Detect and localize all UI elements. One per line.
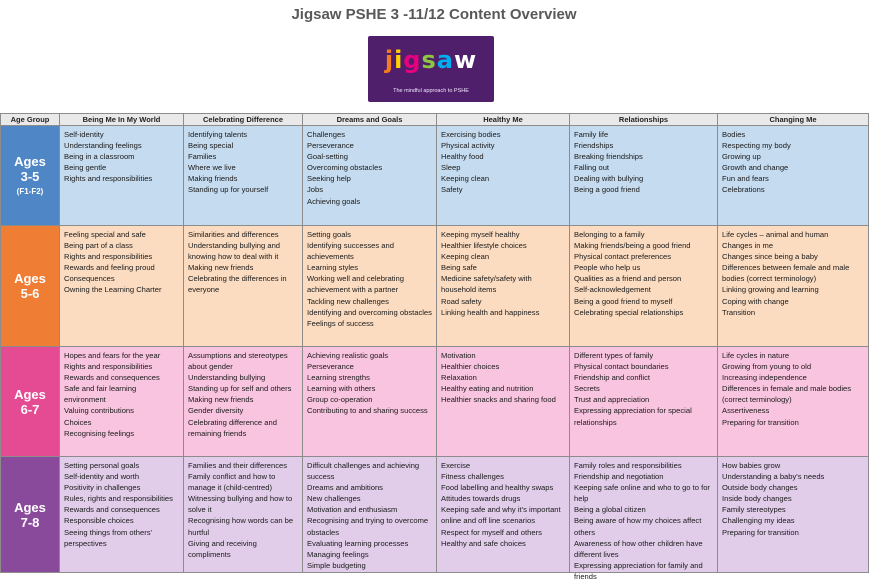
topic-item: Learning strengths	[307, 373, 370, 383]
age-range: 6-7	[20, 401, 40, 417]
age-group-cell	[1, 226, 60, 347]
content-cell-dreams-goals	[303, 226, 437, 347]
topic-item: Rights and responsibilities	[64, 252, 153, 262]
topic-item: Identifying talents	[188, 130, 248, 139]
topic-item: Assumptions and stereotypes about gender	[188, 351, 288, 372]
topic-item: Friendship and negotiation	[574, 472, 664, 482]
topic-item: Understanding feelings	[64, 141, 142, 151]
topic-item: Perseverance	[307, 141, 354, 151]
topic-item: Celebrating the differences in everyone	[188, 274, 287, 295]
topic-item: Making friends/being a good friend	[574, 241, 691, 251]
topic-item: Working well and celebrating achievement with a partner	[307, 274, 404, 295]
topic-item: Food labelling and healthy swaps	[441, 483, 554, 493]
content-cell-changing-me	[718, 126, 869, 226]
topic-item: Contributing to and sharing success	[307, 406, 428, 416]
topic-item: Changes since being a baby	[722, 252, 818, 262]
col-header-celebrating-difference: Celebrating Difference	[184, 114, 303, 126]
topic-item: Expressing appreciation for special relationships	[574, 406, 692, 427]
topic-item: Feeling special and safe	[64, 230, 146, 239]
age-group-cell	[1, 126, 60, 226]
topic-item: Road safety	[441, 296, 482, 306]
logo-letter: i	[394, 46, 404, 74]
topic-item: Seeing things from others' perspectives	[64, 527, 152, 548]
content-cell-relationships	[570, 226, 718, 347]
topic-item: Giving and receiving compliments	[188, 538, 257, 559]
table-row	[1, 457, 869, 573]
topic-item: Healthier choices	[441, 362, 500, 372]
topic-item: Increasing independence	[722, 373, 807, 383]
age-label: Ages	[14, 386, 46, 402]
topic-item: Being a good friend	[574, 185, 640, 195]
topic-item: Rights and responsibilities	[64, 174, 153, 184]
topic-item: Being gentle	[64, 163, 107, 173]
topic-item: Responsible choices	[64, 516, 134, 526]
topic-item: Friendships	[574, 141, 614, 151]
topic-item: Attitudes towards drugs	[441, 494, 521, 504]
content-cell-dreams-goals	[303, 126, 437, 226]
topic-item: People who help us	[574, 263, 641, 273]
jigsaw-logo	[368, 36, 494, 102]
age-label: Ages	[14, 154, 46, 169]
topic-item: Healthier lifestyle choices	[441, 241, 527, 251]
topic-item: Similarities and differences	[188, 230, 279, 239]
topic-item: Trust and appreciation	[574, 395, 650, 405]
topic-item: Linking growing and learning	[722, 285, 819, 295]
topic-item: Recognising and trying to overcome obstacles	[307, 516, 429, 537]
topic-item: Keeping myself healthy	[441, 230, 520, 239]
topic-item: Friendship and conflict	[574, 373, 650, 383]
age-label: Ages	[14, 499, 46, 515]
topic-item: Evaluating learning processes	[307, 538, 409, 548]
age-sub-label: (F1-F2)	[16, 187, 44, 196]
topic-item: Celebrations	[722, 185, 765, 195]
topic-item: Inside body changes	[722, 494, 792, 504]
header-row	[1, 114, 869, 126]
topic-item: Recognising how words can be hurtful	[188, 516, 294, 537]
topic-item: New challenges	[307, 494, 361, 504]
age-range: 7-8	[20, 514, 40, 530]
age-range: 3-5	[20, 169, 40, 184]
age-group-cell	[1, 347, 60, 457]
logo-letter: s	[421, 46, 437, 74]
logo-tagline: The mindful approach to PSHE	[393, 88, 469, 94]
topic-item: Assertiveness	[722, 406, 770, 416]
topic-item: Setting goals	[307, 230, 351, 239]
topic-item: Families	[188, 152, 217, 162]
topic-item: Gender diversity	[188, 406, 244, 416]
topic-item: Linking health and happiness	[441, 307, 540, 317]
topic-item: Learning with others	[307, 384, 376, 394]
content-cell-being-me	[60, 457, 184, 573]
topic-item: Keeping safe online and who to go to for help	[574, 483, 710, 504]
logo-wordmark	[368, 46, 494, 74]
topic-item: Achieving realistic goals	[307, 351, 389, 360]
table-row	[1, 126, 869, 226]
topic-item: Sleep	[441, 163, 461, 173]
topic-item: Owning the Learning Charter	[64, 285, 162, 295]
topic-item: Family conflict and how to manage it (child-centred)	[188, 472, 276, 493]
topic-item: Simple budgeting	[307, 560, 366, 570]
col-header-age-group: Age Group	[1, 114, 60, 126]
topic-item: Coping with change	[722, 296, 789, 306]
topic-item: Rewards and consequences	[64, 505, 160, 515]
topic-item: Being part of a class	[64, 241, 133, 251]
topic-item: Where we live	[188, 163, 236, 173]
topic-item: Exercise	[441, 461, 471, 470]
content-cell-changing-me	[718, 457, 869, 573]
content-cell-healthy-me	[437, 126, 570, 226]
topic-item: Group co-operation	[307, 395, 373, 405]
topic-item: Choices	[64, 417, 92, 427]
topic-item: Celebrating special relationships	[574, 307, 684, 317]
topic-item: Recognising feelings	[64, 428, 135, 438]
content-cell-changing-me	[718, 226, 869, 347]
topic-item: Belonging to a family	[574, 230, 645, 239]
topic-item: Rewards and feeling proud	[64, 263, 155, 273]
topic-item: Expressing appreciation for family and friends	[574, 560, 703, 581]
topic-item: Medicine safety/safety with household items	[441, 274, 532, 295]
topic-item: Self-identity	[64, 130, 104, 139]
topic-item: Goal-setting	[307, 152, 348, 162]
topic-item: Feelings of success	[307, 318, 374, 328]
topic-item: Breaking friendships	[574, 152, 643, 162]
topic-item: Consequences	[64, 274, 115, 284]
topic-item: Family stereotypes	[722, 505, 786, 515]
content-overview-table	[0, 113, 869, 581]
topic-item: Awareness of how other children have different lives	[574, 538, 703, 559]
topic-item: Rewards and consequences	[64, 373, 160, 383]
content-cell-dreams-goals	[303, 347, 437, 457]
topic-item: Being a global citizen	[574, 505, 646, 515]
content-cell-relationships	[570, 347, 718, 457]
topic-item: Rules, rights and responsibilities	[64, 494, 173, 504]
content-cell-celebrating-difference	[184, 457, 303, 573]
col-header-relationships: Relationships	[570, 114, 718, 126]
topic-item: Growth and change	[722, 163, 789, 173]
topic-item: Identifying and overcoming obstacles	[307, 307, 432, 317]
content-cell-being-me	[60, 226, 184, 347]
topic-item: Safety	[441, 185, 463, 195]
logo-letter: w	[453, 46, 478, 74]
topic-item: Positivity in challenges	[64, 483, 141, 493]
topic-item: Growing up	[722, 152, 761, 162]
topic-item: Difficult challenges and achieving success	[307, 461, 420, 482]
page-title: Jigsaw PSHE 3 -11/12 Content Overview	[291, 6, 577, 23]
topic-item: Self-identity and worth	[64, 472, 140, 482]
topic-item: Changes in me	[722, 241, 774, 251]
content-cell-celebrating-difference	[184, 347, 303, 457]
topic-item: Keeping clean	[441, 252, 490, 262]
content-cell-celebrating-difference	[184, 126, 303, 226]
topic-item: Challenging my ideas	[722, 516, 795, 526]
topic-item: Bodies	[722, 130, 746, 139]
topic-item: Witnessing bullying and how to solve it	[188, 494, 293, 515]
topic-item: Valuing contributions	[64, 406, 134, 416]
topic-item: Family roles and responsibilities	[574, 461, 682, 470]
topic-item: Being aware of how my choices affect others	[574, 516, 702, 537]
content-cell-being-me	[60, 126, 184, 226]
topic-item: Life cycles – animal and human	[722, 230, 829, 239]
topic-item: Differences between female and male bodies (correct terminology)	[722, 263, 850, 284]
topic-item: Healthy eating and nutrition	[441, 384, 534, 394]
topic-item: Physical contact preferences	[574, 252, 672, 262]
age-group-cell	[1, 457, 60, 573]
topic-item: Secrets	[574, 384, 600, 394]
topic-item: Fun and fears	[722, 174, 769, 184]
topic-item: Challenges	[307, 130, 345, 139]
topic-item: Preparing for transition	[722, 527, 799, 537]
col-header-being-me: Being Me In My World	[60, 114, 184, 126]
topic-item: Keeping clean	[441, 174, 490, 184]
topic-item: Relaxation	[441, 373, 477, 383]
topic-item: Identifying successes and achievements	[307, 241, 394, 262]
topic-item: Motivation	[441, 351, 476, 360]
topic-item: Safe and fair learning environment	[64, 384, 137, 405]
topic-item: Exercising bodies	[441, 130, 501, 139]
topic-item: Different types of family	[574, 351, 654, 360]
topic-item: Keeping safe and why it's important online and off line scenarios	[441, 505, 561, 526]
topic-item: How babies grow	[722, 461, 781, 470]
topic-item: Family life	[574, 130, 609, 139]
content-cell-relationships	[570, 457, 718, 581]
topic-item: Physical contact boundaries	[574, 362, 669, 372]
topic-item: Growing from young to old	[722, 362, 812, 372]
topic-item: Standing up for yourself	[188, 185, 269, 195]
topic-item: Tackling new challenges	[307, 296, 389, 306]
topic-item: Falling out	[574, 163, 610, 173]
col-header-changing-me: Changing Me	[718, 114, 869, 126]
content-cell-being-me	[60, 347, 184, 457]
logo-letter: a	[436, 46, 454, 74]
topic-item: Making friends	[188, 174, 238, 184]
topic-item: Outside body changes	[722, 483, 798, 493]
topic-item: Perseverance	[307, 362, 354, 372]
topic-item: Setting personal goals	[64, 461, 140, 470]
topic-item: Families and their differences	[188, 461, 288, 470]
logo-letter: j	[384, 46, 395, 74]
topic-item: Respecting my body	[722, 141, 791, 151]
topic-item: Understanding a baby's needs	[722, 472, 825, 482]
topic-item: Achieving goals	[307, 196, 361, 206]
topic-item: Respect for myself and others	[441, 527, 542, 537]
topic-item: Life cycles in nature	[722, 351, 790, 360]
topic-item: Being a good friend to myself	[574, 296, 673, 306]
content-cell-healthy-me	[437, 226, 570, 347]
content-cell-relationships	[570, 126, 718, 226]
topic-item: Dreams and ambitions	[307, 483, 383, 493]
topic-item: Fitness challenges	[441, 472, 504, 482]
content-cell-dreams-goals	[303, 457, 437, 573]
topic-item: Making new friends	[188, 263, 254, 273]
topic-item: Healthy and safe choices	[441, 538, 526, 548]
topic-item: Managing feelings	[307, 549, 369, 559]
topic-item: Dealing with bullying	[574, 174, 644, 184]
topic-item: Healthy food	[441, 152, 484, 162]
topic-item: Self-acknowledgement	[574, 285, 651, 295]
content-cell-healthy-me	[437, 347, 570, 457]
content-cell-celebrating-difference	[184, 226, 303, 347]
topic-item: Jobs	[307, 185, 324, 195]
content-cell-changing-me	[718, 347, 869, 457]
col-header-healthy-me: Healthy Me	[437, 114, 570, 126]
content-cell-healthy-me	[437, 457, 570, 573]
topic-item: Hopes and fears for the year	[64, 351, 161, 360]
topic-item: Differences in female and male bodies (correct terminology)	[722, 384, 852, 405]
topic-item: Transition	[722, 307, 756, 317]
topic-item: Motivation and enthusiasm	[307, 505, 398, 515]
topic-item: Standing up for self and others	[188, 384, 292, 394]
topic-item: Making new friends	[188, 395, 254, 405]
age-label: Ages	[14, 271, 46, 286]
topic-item: Qualities as a friend and person	[574, 274, 682, 284]
topic-item: Preparing for transition	[722, 417, 799, 427]
topic-item: Physical activity	[441, 141, 495, 151]
table-row	[1, 226, 869, 347]
logo-letter: g	[403, 46, 422, 74]
topic-item: Being special	[188, 141, 234, 151]
topic-item: Seeking help	[307, 174, 351, 184]
topic-item: Being safe	[441, 263, 477, 273]
col-header-dreams-goals: Dreams and Goals	[303, 114, 437, 126]
topic-item: Understanding bullying and knowing how to deal with it	[188, 241, 281, 262]
topic-item: Celebrating difference and remaining friends	[188, 417, 277, 438]
table-row	[1, 347, 869, 457]
topic-item: Healthier snacks and sharing food	[441, 395, 556, 405]
topic-item: Rights and responsibilities	[64, 362, 153, 372]
topic-item: Overcoming obstacles	[307, 163, 383, 173]
age-range: 5-6	[20, 286, 40, 301]
topic-item: Being in a classroom	[64, 152, 135, 162]
topic-item: Learning styles	[307, 263, 359, 273]
topic-item: Understanding bullying	[188, 373, 266, 383]
